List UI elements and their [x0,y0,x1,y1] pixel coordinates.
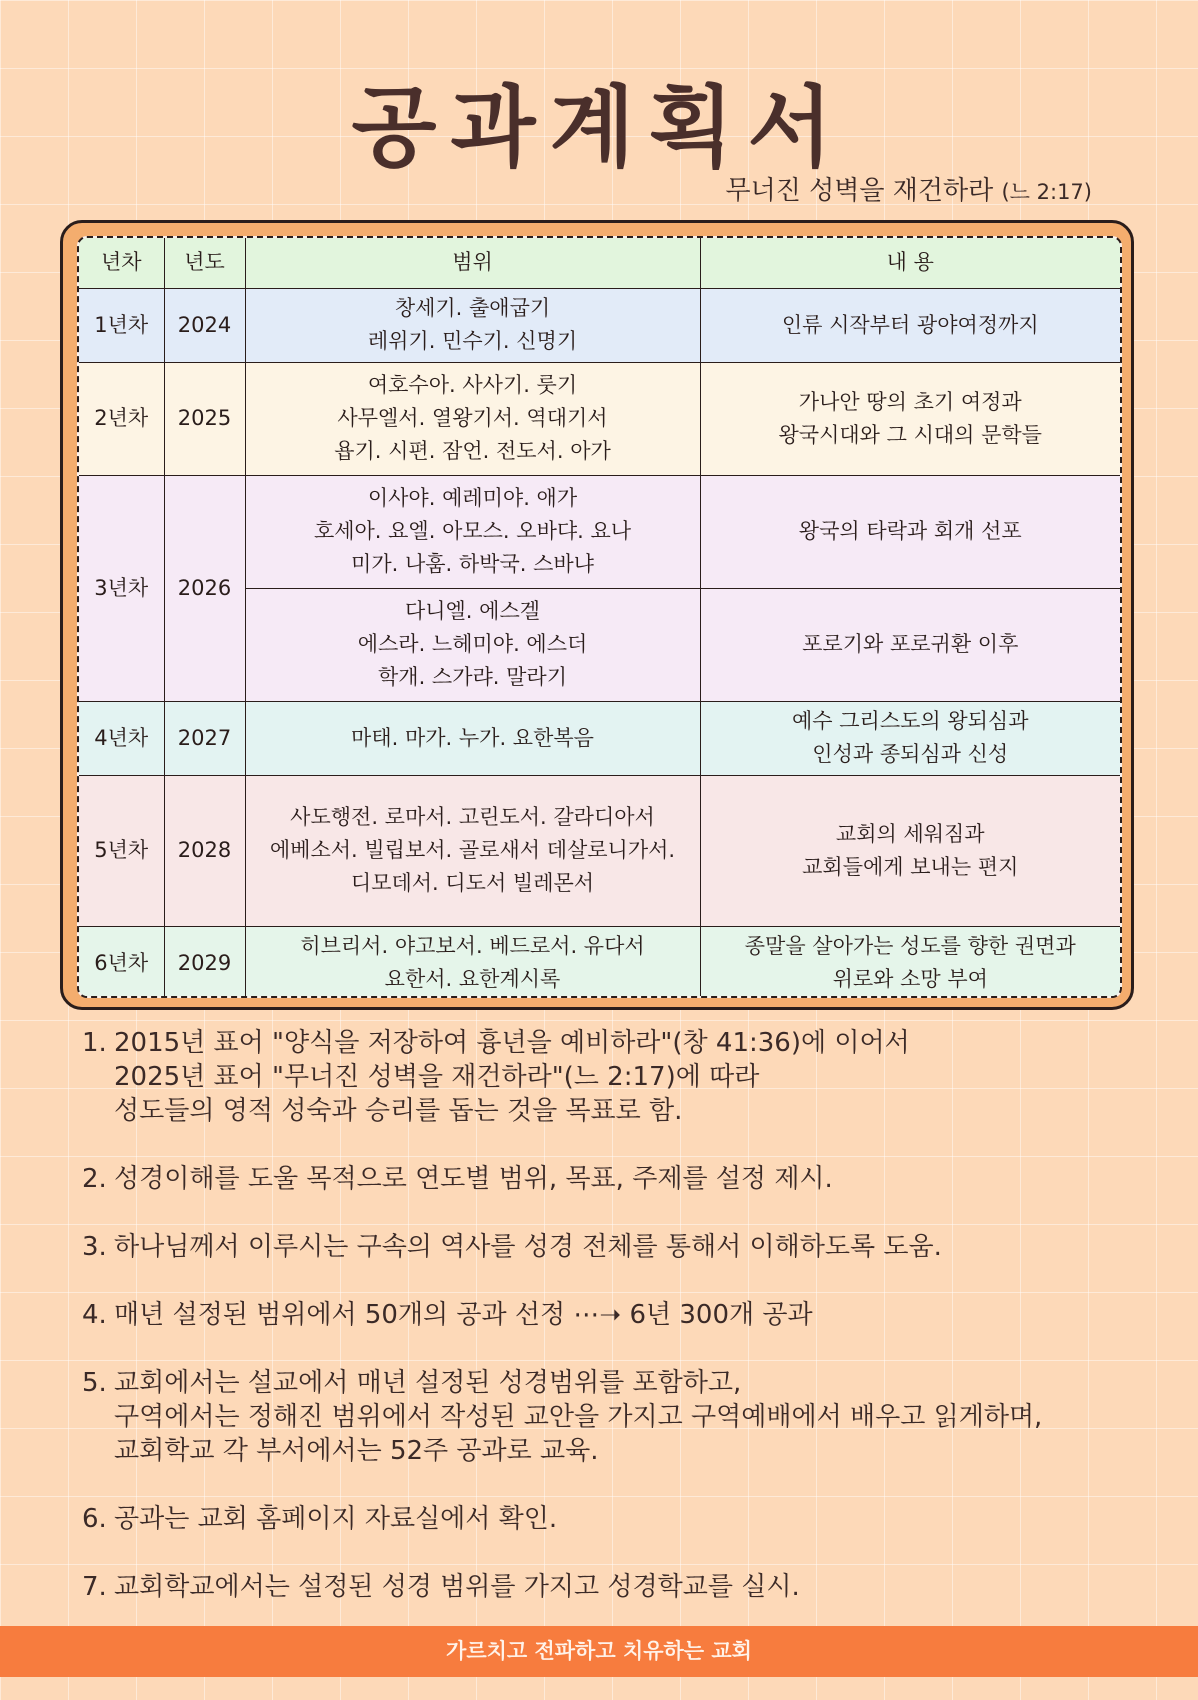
range-line: 히브리서. 야고보서. 베드로서. 유다서 [300,934,645,959]
range-line: 에스라. 느헤미야. 에스더 [357,632,588,656]
cell-range [245,288,700,362]
table-row [79,926,1120,998]
note-line: 공과는 교회 홈페이지 자료실에서 확인. [114,1504,558,1534]
note-line: 교회에서는 설교에서 매년 설정된 성경범위를 포함하고, [114,1368,742,1398]
note-item [82,1298,1122,1332]
note-number: 6. [82,1504,107,1534]
header-content: 내 용 [700,238,1120,288]
table-row [79,475,1120,588]
cell-range [245,588,700,701]
content-line: 위로와 소망 부여 [832,967,988,992]
note-item [82,1230,1122,1264]
header-range: 범위 [245,238,700,288]
table-row [79,701,1120,775]
range-line: 창세기. 출애굽기 [394,296,551,320]
table-row [79,362,1120,475]
note-line: 2025년 표어 "무너진 성벽을 재건하라"(느 2:17)에 따라 [114,1062,760,1092]
range-line: 레위기. 민수기. 신명기 [367,329,578,353]
cell-content [700,701,1120,775]
note-number: 5. [82,1368,107,1398]
page-subtitle [726,170,1092,207]
header-year-no: 년차 [79,238,164,288]
cell-year-no: 5년차 [79,775,164,926]
content-line: 예수 그리스도의 왕되심과 [792,709,1029,733]
content-line: 종말을 살아가는 성도를 향한 권면과 [744,934,1076,959]
note-line: 성도들의 영적 성숙과 승리를 돕는 것을 목표로 함. [114,1096,683,1126]
cell-content [700,288,1120,362]
subtitle-text: 무너진 성벽을 재건하라 [725,176,994,206]
cell-year-no: 4년차 [79,701,164,775]
note-item [82,1026,1122,1128]
table-header-row [79,238,1120,288]
content-line: 인류 시작부터 광야여정까지 [781,312,1039,337]
range-line: 요한서. 요한계시록 [384,967,561,992]
note-line: 2015년 표어 "양식을 저장하여 흉년을 예비하라"(창 41:36)에 이어서 [114,1028,910,1058]
content-line: 왕국의 타락과 회개 선포 [798,519,1022,543]
content-line: 가나안 땅의 초기 여정과 [798,389,1022,414]
range-line: 호세아. 요엘. 아모스. 오바댜. 요나 [313,519,632,543]
plan-table-container [77,236,1122,998]
note-line: 하나님께서 이루시는 구속의 역사를 성경 전체를 통해서 이해하도록 도움. [114,1232,942,1262]
note-item [82,1162,1122,1196]
cell-range [245,475,700,588]
cell-range [245,926,700,998]
table-row [79,775,1120,926]
cell-content [700,475,1120,588]
note-number: 1. [82,1028,107,1058]
note-line: 구역에서는 정해진 범위에서 작성된 교안을 가지고 구역예배에서 배우고 읽게하며, [114,1402,1043,1432]
cell-content [700,926,1120,998]
cell-year: 2028 [164,775,245,926]
cell-year: 2025 [164,362,245,475]
cell-year-no: 1년차 [79,288,164,362]
cell-year-no: 2년차 [79,362,164,475]
cell-range [245,362,700,475]
range-line: 사도행전. 로마서. 고린도서. 갈라디아서 [290,805,655,829]
page-title: 공과계획서 [351,76,847,179]
note-item [82,1366,1122,1468]
notes-list [82,1026,1122,1638]
note-line: 교회학교 각 부서에서는 52주 공과로 교육. [114,1436,599,1466]
note-line: 성경이해를 도울 목적으로 연도별 범위, 목표, 주제를 설정 제시. [114,1164,833,1194]
note-item [82,1502,1122,1536]
cell-content [700,588,1120,701]
note-item [82,1570,1122,1604]
cell-year-no: 6년차 [79,926,164,998]
note-line: 매년 설정된 범위에서 50개의 공과 선정 ⋯➝ 6년 300개 공과 [114,1300,813,1330]
cell-year: 2026 [164,475,245,701]
range-line: 디모데서. 디도서 빌레몬서 [350,871,595,895]
range-line: 사무엘서. 열왕기서. 역대기서 [337,406,608,430]
range-line: 미가. 나훔. 하박국. 스바냐 [351,552,594,576]
cell-range [245,775,700,926]
cell-content [700,775,1120,926]
range-line: 에베소서. 빌립보서. 골로새서 데살로니가서. [269,838,676,862]
header-year: 년도 [164,238,245,288]
note-line: 교회학교에서는 설정된 성경 범위를 가지고 성경학교를 실시. [114,1572,800,1602]
range-line: 여호수아. 사사기. 룻기 [367,373,578,397]
range-line: 욥기. 시편. 잠언. 전도서. 아가 [334,439,611,463]
content-line: 교회의 세워짐과 [835,821,985,846]
plan-table [79,238,1120,998]
cell-year: 2029 [164,926,245,998]
cell-year-no: 3년차 [79,475,164,701]
cell-year: 2027 [164,701,245,775]
content-line: 포로기와 포로귀환 이후 [802,632,1019,656]
subtitle-reference: (느 2:17) [1001,180,1092,204]
range-line: 다니엘. 에스겔 [404,599,541,623]
note-number: 4. [82,1300,107,1330]
cell-content [700,362,1120,475]
range-line: 마태. 마가. 누가. 요한복음 [351,725,594,750]
note-number: 3. [82,1232,107,1262]
content-line: 교회들에게 보내는 편지 [802,854,1019,879]
content-line: 왕국시대와 그 시대의 문학들 [778,422,1042,447]
cell-range [245,701,700,775]
note-number: 2. [82,1164,107,1194]
content-line: 인성과 종되심과 신성 [812,742,1009,766]
range-line: 학개. 스가랴. 말라기 [378,665,567,689]
note-number: 7. [82,1572,107,1602]
footer-banner: 가르치고 전파하고 치유하는 교회 [0,1626,1198,1677]
cell-year: 2024 [164,288,245,362]
range-line: 이사야. 예레미야. 애가 [367,486,578,510]
table-row [79,288,1120,362]
